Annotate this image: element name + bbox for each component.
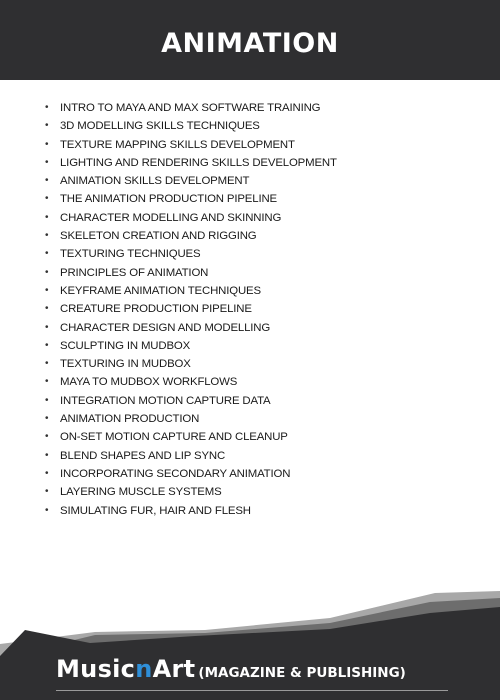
list-item: • ON-SET MOTION CAPTURE AND CLEANUP <box>42 428 337 446</box>
list-item: • KEYFRAME ANIMATION TECHNIQUES <box>42 282 337 300</box>
list-item: • SCULPTING IN MUDBOX <box>42 337 337 355</box>
list-item: • THE ANIMATION PRODUCTION PIPELINE <box>42 190 337 208</box>
list-item: • TEXTURE MAPPING SKILLS DEVELOPMENT <box>42 136 337 154</box>
footer-divider <box>56 690 448 691</box>
brand-name-part1: Music <box>56 655 136 683</box>
footer-dark-ridge <box>0 607 500 700</box>
list-item: • ANIMATION PRODUCTION <box>42 410 337 428</box>
brand-name-accent: n <box>135 655 153 683</box>
list-item: • 3D MODELLING SKILLS TECHNIQUES <box>42 117 337 135</box>
footer-mountain-graphic <box>0 588 500 700</box>
list-item: • INTRO TO MAYA AND MAX SOFTWARE TRAINING <box>42 99 337 117</box>
page-title: ANIMATION <box>161 28 339 59</box>
list-item: • MAYA TO MUDBOX WORKFLOWS <box>42 373 337 391</box>
list-item: • CHARACTER MODELLING AND SKINNING <box>42 209 337 227</box>
list-item: • CHARACTER DESIGN AND MODELLING <box>42 319 337 337</box>
list-item: • LIGHTING AND RENDERING SKILLS DEVELOPMENT <box>42 154 337 172</box>
list-item: • INTEGRATION MOTION CAPTURE DATA <box>42 392 337 410</box>
topic-list <box>42 99 337 520</box>
brand-logo <box>56 655 406 683</box>
list-item: • BLEND SHAPES AND LIP SYNC <box>42 447 337 465</box>
list-item: • CREATURE PRODUCTION PIPELINE <box>42 300 337 318</box>
list-item: • TEXTURING IN MUDBOX <box>42 355 337 373</box>
list-item: • SIMULATING FUR, HAIR AND FLESH <box>42 502 337 520</box>
list-item: • PRINCIPLES OF ANIMATION <box>42 264 337 282</box>
list-item: • LAYERING MUSCLE SYSTEMS <box>42 483 337 501</box>
brand-name <box>56 655 195 683</box>
list-item: • ANIMATION SKILLS DEVELOPMENT <box>42 172 337 190</box>
brand-tagline: (MAGAZINE & PUBLISHING) <box>198 665 406 681</box>
list-item: • TEXTURING TECHNIQUES <box>42 245 337 263</box>
brand-name-part2: Art <box>152 655 196 683</box>
header-bar <box>0 0 500 80</box>
list-item: • SKELETON CREATION AND RIGGING <box>42 227 337 245</box>
list-item: • INCORPORATING SECONDARY ANIMATION <box>42 465 337 483</box>
